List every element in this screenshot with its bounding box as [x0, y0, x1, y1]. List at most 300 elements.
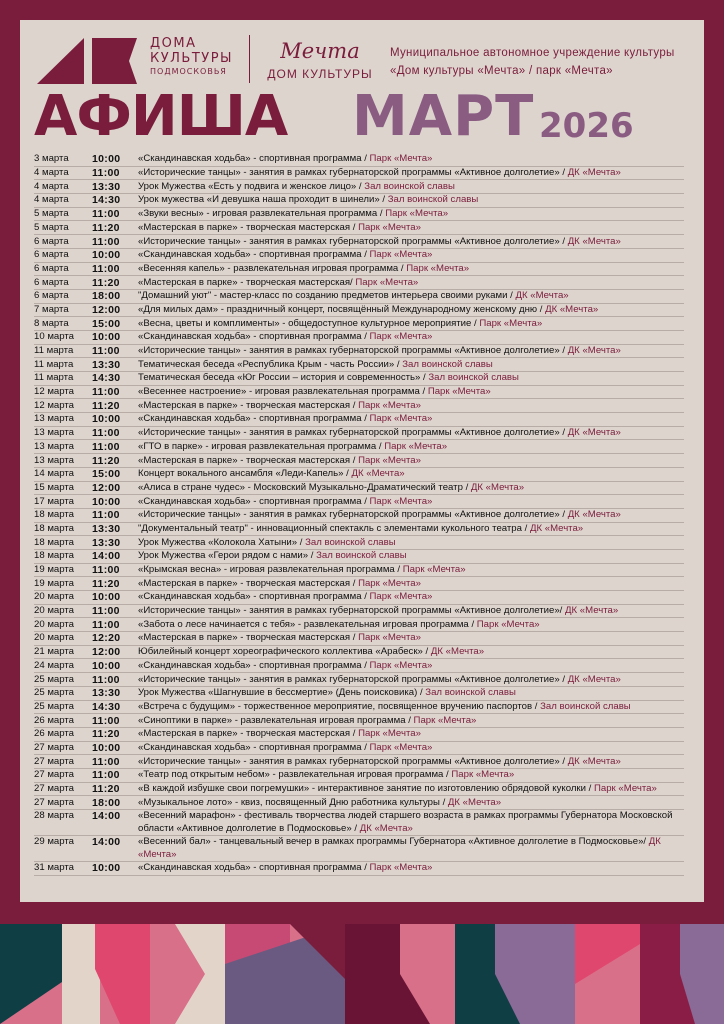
- event-venue: ДК «Мечта»: [138, 836, 661, 860]
- event-row: [34, 413, 684, 427]
- event-date: 14 марта: [34, 468, 75, 480]
- event-description: [138, 208, 684, 220]
- event-description: [138, 359, 684, 371]
- event-date: 7 марта: [34, 303, 69, 315]
- event-time: 13:30: [92, 536, 121, 549]
- event-date: 21 марта: [34, 646, 75, 658]
- event-title: «Встреча с будущим» - торжественное мероприятие, посвященное вручению паспортов /: [138, 700, 538, 712]
- poster-frame: [20, 20, 704, 902]
- event-row: [34, 769, 684, 783]
- event-description: [138, 441, 684, 453]
- event-row: [34, 509, 684, 523]
- event-row: [34, 591, 684, 605]
- event-time: 11:00: [92, 605, 120, 618]
- event-date: 13 марта: [34, 427, 75, 439]
- event-date: 28 марта: [34, 810, 75, 822]
- event-title: Урок Мужества «Герои рядом с нами» /: [138, 550, 314, 562]
- event-row: [34, 399, 684, 413]
- event-row: [34, 755, 684, 769]
- event-date: 12 марта: [34, 386, 75, 398]
- month-title: МАРТ: [352, 84, 535, 149]
- organization-name: [390, 44, 675, 80]
- event-description: [138, 701, 684, 713]
- event-title: «Для милых дам» - праздничный концерт, посвящённый Международному женскому дню /: [138, 303, 543, 315]
- event-title: «Мастерская в парке» - творческая мастерская /: [138, 454, 356, 466]
- event-title: Концерт вокального ансамбля «Леди-Капель» /: [138, 468, 349, 480]
- event-venue: Парк «Мечта»: [385, 208, 449, 220]
- event-title: «Театр под открытым небом» - развлекательная игровая программа /: [138, 769, 449, 781]
- event-time: 15:00: [92, 317, 121, 330]
- event-venue: Парк «Мечта»: [369, 413, 433, 425]
- event-time: 13:30: [92, 180, 121, 193]
- event-row: [34, 167, 684, 181]
- event-description: [138, 482, 684, 494]
- event-time: 11:00: [92, 440, 120, 453]
- event-title: «Исторические танцы» - занятия в рамках губернаторской программы «Активное долголетие» /: [138, 509, 566, 521]
- event-title: «Скандинавская ходьба» - спортивная программа /: [138, 659, 367, 671]
- event-description: [138, 591, 684, 603]
- event-venue: ДК «Мечта»: [359, 822, 413, 834]
- event-date: 18 марта: [34, 536, 75, 548]
- event-title: «Весна, цветы и комплименты» - общедоступное культурное мероприятие /: [138, 317, 477, 329]
- event-description: [138, 372, 684, 384]
- event-venue: Зал воинской славы: [316, 550, 407, 562]
- event-row: [34, 194, 684, 208]
- event-time: 12:00: [92, 646, 121, 659]
- event-description: [138, 578, 684, 590]
- event-date: 19 марта: [34, 564, 75, 576]
- event-title: «Скандинавская ходьба» - спортивная программа /: [138, 153, 367, 165]
- event-row: [34, 646, 684, 660]
- event-row: [34, 290, 684, 304]
- event-description: [138, 236, 684, 248]
- event-title: «Исторические танцы» - занятия в рамках губернаторской программы «Активное долголетие»/: [138, 605, 563, 617]
- event-date: 6 марта: [34, 290, 69, 302]
- event-date: 27 марта: [34, 755, 75, 767]
- event-row: [34, 153, 684, 167]
- event-title: Урок мужества «И девушка наша проходит в шинели» /: [138, 194, 386, 206]
- event-date: 10 марта: [34, 331, 75, 343]
- event-row: [34, 728, 684, 742]
- event-row: [34, 687, 684, 701]
- event-description: [138, 783, 684, 795]
- event-title: «Весенний марафон» - фестиваль творчества людей старшего возраста в рамках программы Губернатора Московской области «Активное долголетие в Подмосковье» /: [138, 810, 673, 834]
- event-description: [138, 413, 684, 425]
- event-venue: ДК «Мечта»: [447, 796, 502, 808]
- event-venue: Зал воинской славы: [425, 687, 516, 699]
- event-venue: Парк «Мечта»: [358, 577, 421, 589]
- event-row: [34, 714, 684, 728]
- event-title: Урок Мужества «Шагнувшие в бессмертие» (День поисковика) /: [138, 687, 423, 699]
- event-date: 24 марта: [34, 659, 75, 671]
- event-row: [34, 180, 684, 194]
- event-time: 11:00: [92, 167, 120, 180]
- event-row: [34, 468, 684, 482]
- event-venue: Зал воинской славы: [387, 194, 479, 206]
- event-date: 18 марта: [34, 550, 75, 562]
- event-title: «В каждой избушке свои погремушки» - интерактивное занятие по изготовлению обрядовой куколки /: [138, 783, 592, 795]
- event-description: [138, 455, 684, 467]
- event-venue: ДК «Мечта»: [351, 468, 405, 480]
- event-time: 10:00: [92, 153, 121, 166]
- event-venue: ДК «Мечта»: [430, 646, 485, 658]
- event-description: [138, 400, 684, 412]
- event-row: [34, 632, 684, 646]
- event-title: «Скандинавская ходьба» - спортивная программа /: [138, 249, 367, 261]
- event-venue: ДК «Мечта»: [567, 755, 621, 767]
- event-description: [138, 564, 684, 576]
- event-description: [138, 715, 684, 727]
- event-title: Юбилейный концерт хореографического коллектива «Арабеск» /: [138, 646, 429, 658]
- event-venue: Парк «Мечта»: [369, 862, 433, 874]
- event-date: 11 марта: [34, 372, 74, 384]
- event-time: 11:00: [92, 509, 120, 522]
- event-row: [34, 796, 684, 810]
- event-time: 10:00: [92, 331, 121, 344]
- event-venue: Парк «Мечта»: [476, 618, 540, 630]
- event-date: 11 марта: [34, 358, 74, 370]
- event-venue: Парк «Мечта»: [402, 564, 466, 576]
- event-row: [34, 862, 684, 876]
- event-row: [34, 331, 684, 345]
- event-date: 3 марта: [34, 153, 69, 165]
- event-title: «Забота о лесе начинается с тебя» - развлекательная игровая программа /: [138, 618, 475, 630]
- event-date: 27 марта: [34, 783, 75, 795]
- event-title: «Скандинавская ходьба» - спортивная программа /: [138, 741, 367, 753]
- event-venue: Зал воинской славы: [305, 536, 396, 548]
- event-date: 31 марта: [34, 862, 75, 874]
- event-row: [34, 836, 684, 862]
- year-title: 2026: [539, 106, 634, 146]
- event-venue: ДК «Мечта»: [567, 673, 621, 685]
- event-venue: Парк «Мечта»: [369, 495, 433, 507]
- event-time: 11:00: [92, 208, 120, 221]
- event-row: [34, 454, 684, 468]
- event-row: [34, 482, 684, 496]
- event-time: 10:00: [92, 413, 121, 426]
- event-date: 13 марта: [34, 440, 75, 452]
- brand-mechta: [260, 40, 380, 82]
- event-time: 11:00: [92, 673, 120, 686]
- event-title: «Скандинавская ходьба» - спортивная программа /: [138, 495, 367, 507]
- event-time: 10:00: [92, 249, 121, 262]
- event-description: [138, 194, 684, 206]
- event-description: [138, 632, 684, 644]
- event-description: [138, 537, 684, 549]
- event-time: 11:20: [92, 577, 120, 590]
- event-description: [138, 836, 684, 861]
- event-time: 11:00: [92, 386, 120, 399]
- brand-mechta-sub: ДОМ КУЛЬТУРЫ: [267, 67, 373, 81]
- event-title: «Мастерская в парке» - творческая мастерская /: [138, 632, 356, 644]
- event-row: [34, 523, 684, 537]
- event-title: «Исторические танцы» - занятия в рамках губернаторской программы «Активное долголетие» /: [138, 235, 566, 247]
- event-time: 11:00: [92, 618, 120, 631]
- event-description: [138, 674, 684, 686]
- event-title: «Музыкальное лото» - квиз, посвященный Дню работника культуры /: [138, 796, 446, 808]
- decorative-bottom-pattern: [0, 924, 724, 1024]
- event-description: [138, 509, 684, 521]
- event-title: «Мастерская в парке» - творческая мастерская /: [138, 577, 356, 589]
- event-description: [138, 386, 684, 398]
- event-description: [138, 523, 684, 535]
- event-description: [138, 550, 684, 562]
- event-venue: Парк «Мечта»: [427, 386, 491, 398]
- event-row: [34, 564, 684, 578]
- event-time: 12:00: [92, 481, 121, 494]
- org-line-2: «Дом культуры «Мечта» / парк «Мечта»: [390, 65, 613, 77]
- event-date: 27 марта: [34, 796, 75, 808]
- event-venue: Парк «Мечта»: [384, 440, 448, 452]
- event-date: 12 марта: [34, 399, 75, 411]
- event-time: 13:30: [92, 687, 121, 700]
- event-description: [138, 318, 684, 330]
- event-venue: ДК «Мечта»: [567, 509, 621, 521]
- event-time: 11:00: [92, 755, 120, 768]
- event-venue: Парк «Мечта»: [358, 632, 421, 644]
- event-title: «Исторические танцы» - занятия в рамках губернаторской программы «Активное долголетие» /: [138, 755, 566, 767]
- event-venue: Парк «Мечта»: [451, 769, 515, 781]
- event-row: [34, 495, 684, 509]
- event-description: [138, 263, 684, 275]
- event-row: [34, 810, 684, 836]
- event-description: [138, 810, 684, 835]
- event-venue: Парк «Мечта»: [406, 262, 470, 274]
- event-venue: ДК «Мечта»: [515, 290, 569, 302]
- event-description: [138, 496, 684, 508]
- event-row: [34, 673, 684, 687]
- event-title: «Мастерская в парке» - творческая мастерская /: [138, 399, 356, 411]
- event-title: "Домашний уют" - мастер-класс по созданию предметов интерьера своими руками /: [138, 290, 513, 302]
- event-row: [34, 536, 684, 550]
- event-description: [138, 181, 684, 193]
- event-title: «Мастерская в парке» - творческая мастерская /: [138, 728, 356, 740]
- event-time: 13:30: [92, 522, 121, 535]
- event-date: 27 марта: [34, 741, 75, 753]
- events-list: [34, 153, 684, 876]
- event-row: [34, 783, 684, 797]
- event-description: [138, 742, 684, 754]
- event-venue: Парк «Мечта»: [413, 714, 477, 726]
- event-description: [138, 769, 684, 781]
- event-time: 12:20: [92, 632, 121, 645]
- event-date: 4 марта: [34, 194, 69, 206]
- event-date: 25 марта: [34, 673, 75, 685]
- event-time: 14:00: [92, 810, 121, 823]
- event-description: [138, 331, 684, 343]
- event-venue: ДК «Мечта»: [565, 605, 619, 617]
- event-time: 12:00: [92, 303, 121, 316]
- event-venue: Зал воинской славы: [402, 358, 493, 370]
- event-row: [34, 550, 684, 564]
- event-time: 14:00: [92, 550, 121, 563]
- event-time: 10:00: [92, 591, 121, 604]
- event-row: [34, 276, 684, 290]
- event-title: Урок Мужества «Есть у подвига и женское лицо» /: [138, 180, 362, 192]
- event-title: Тематическая беседа «Республика Крым - часть России» /: [138, 358, 400, 370]
- event-description: [138, 427, 684, 439]
- brand-line-1: ДОМА: [150, 36, 197, 51]
- event-description: [138, 605, 684, 617]
- event-date: 4 марта: [34, 167, 69, 179]
- event-date: 13 марта: [34, 454, 75, 466]
- event-date: 6 марта: [34, 235, 69, 247]
- event-time: 14:00: [92, 836, 121, 849]
- event-venue: ДК «Мечта»: [470, 481, 525, 493]
- event-title: «Исторические танцы» - занятия в рамках губернаторской программы «Активное долголетие» /: [138, 167, 566, 179]
- event-venue: ДК «Мечта»: [567, 235, 621, 247]
- event-date: 20 марта: [34, 618, 75, 630]
- event-row: [34, 659, 684, 673]
- event-venue: ДК «Мечта»: [545, 303, 599, 315]
- event-title: «Скандинавская ходьба» - спортивная программа /: [138, 862, 367, 874]
- event-description: [138, 687, 684, 699]
- event-venue: Парк «Мечта»: [358, 728, 421, 740]
- event-date: 19 марта: [34, 577, 75, 589]
- event-description: [138, 249, 684, 261]
- event-date: 20 марта: [34, 632, 75, 644]
- event-venue: Зал воинской славы: [540, 700, 631, 712]
- event-row: [34, 345, 684, 359]
- event-title: «Исторические танцы» - занятия в рамках губернаторской программы «Активное долголетие» /: [138, 673, 566, 685]
- event-date: 26 марта: [34, 728, 75, 740]
- event-date: 6 марта: [34, 262, 69, 274]
- event-title: "Документальный театр" - инновационный спектакль с элементами кукольного театра /: [138, 522, 528, 534]
- event-venue: Зал воинской славы: [428, 372, 519, 384]
- event-title: «Весеннее настроение» - игровая развлекательная программа /: [138, 386, 426, 398]
- event-venue: Парк «Мечта»: [593, 783, 657, 795]
- event-row: [34, 577, 684, 591]
- event-time: 11:00: [92, 564, 120, 577]
- event-venue: Парк «Мечта»: [369, 249, 433, 261]
- event-row: [34, 701, 684, 715]
- event-row: [34, 427, 684, 441]
- event-time: 14:30: [92, 700, 121, 713]
- event-time: 10:00: [92, 862, 121, 875]
- event-time: 11:00: [92, 714, 120, 727]
- event-description: [138, 660, 684, 672]
- event-venue: Зал воинской славы: [364, 180, 455, 192]
- event-title: «Весенняя капель» - развлекательная игровая программа /: [138, 262, 404, 274]
- event-description: [138, 222, 684, 234]
- event-time: 11:00: [92, 235, 120, 248]
- event-title: «Алиса в стране чудес» - Московский Музыкально-Драматический театр /: [138, 481, 469, 493]
- event-venue: Парк «Мечта»: [358, 221, 421, 233]
- event-date: 20 марта: [34, 591, 75, 603]
- event-date: 18 марта: [34, 522, 75, 534]
- event-date: 27 марта: [34, 769, 75, 781]
- event-title: «ГТО в парке» - игровая развлекательная программа /: [138, 440, 382, 452]
- event-date: 6 марта: [34, 249, 69, 261]
- event-time: 11:00: [92, 262, 120, 275]
- event-row: [34, 249, 684, 263]
- event-date: 4 марта: [34, 180, 69, 192]
- dk-logo-icon: [37, 38, 139, 84]
- event-venue: Парк «Мечта»: [358, 399, 421, 411]
- brand-dk-podmoskovya: [150, 37, 250, 78]
- event-row: [34, 386, 684, 400]
- event-date: 17 марта: [34, 495, 75, 507]
- event-time: 11:20: [92, 454, 120, 467]
- event-title: «Крымская весна» - игровая развлекательная программа /: [138, 564, 401, 576]
- event-date: 25 марта: [34, 700, 75, 712]
- event-venue: Парк «Мечта»: [479, 317, 543, 329]
- event-description: [138, 862, 684, 874]
- event-row: [34, 263, 684, 277]
- event-venue: Парк «Мечта»: [369, 659, 433, 671]
- event-description: [138, 728, 684, 740]
- event-time: 14:30: [92, 194, 121, 207]
- event-date: 15 марта: [34, 481, 75, 493]
- event-title: «Весенний бал» - танцевальный вечер в рамках программы Губернатора «Активное долголетие в Подмосковье»/: [138, 836, 647, 848]
- event-row: [34, 304, 684, 318]
- event-venue: Парк «Мечта»: [355, 276, 419, 288]
- event-time: 11:20: [92, 399, 120, 412]
- event-title: «Скандинавская ходьба» - спортивная программа /: [138, 591, 367, 603]
- event-time: 11:20: [92, 276, 120, 289]
- event-title: «Исторические танцы» - занятия в рамках губернаторской программы «Активное долголетие» /: [138, 427, 566, 439]
- event-title: Тематическая беседа «Юг России – история и современность» /: [138, 372, 426, 384]
- event-date: 20 марта: [34, 605, 75, 617]
- event-date: 29 марта: [34, 836, 75, 848]
- event-title: «Мастерская в парке» - творческая мастерская /: [138, 221, 356, 233]
- event-venue: Парк «Мечта»: [369, 741, 433, 753]
- event-time: 11:20: [92, 728, 120, 741]
- event-description: [138, 345, 684, 357]
- event-time: 10:00: [92, 659, 121, 672]
- event-time: 11:00: [92, 769, 120, 782]
- event-time: 15:00: [92, 468, 121, 481]
- event-row: [34, 618, 684, 632]
- event-time: 18:00: [92, 796, 121, 809]
- event-venue: ДК «Мечта»: [567, 427, 621, 439]
- event-row: [34, 605, 684, 619]
- event-venue: Парк «Мечта»: [369, 153, 433, 165]
- event-date: 6 марта: [34, 276, 69, 288]
- event-title: «Скандинавская ходьба» - спортивная программа /: [138, 413, 367, 425]
- event-date: 26 марта: [34, 714, 75, 726]
- header-divider: [249, 35, 250, 83]
- event-venue: Парк «Мечта»: [369, 331, 433, 343]
- event-row: [34, 372, 684, 386]
- event-date: 5 марта: [34, 221, 69, 233]
- event-time: 11:00: [92, 427, 120, 440]
- event-description: [138, 619, 684, 631]
- event-venue: Парк «Мечта»: [358, 454, 421, 466]
- event-date: 18 марта: [34, 509, 75, 521]
- event-description: [138, 797, 684, 809]
- event-description: [138, 756, 684, 768]
- event-description: [138, 167, 684, 179]
- event-title: «Мастерская в парке» - творческая мастерская/: [138, 276, 353, 288]
- event-time: 11:00: [92, 345, 120, 358]
- event-date: 8 марта: [34, 317, 69, 329]
- event-description: [138, 646, 684, 658]
- event-row: [34, 208, 684, 222]
- event-time: 14:30: [92, 372, 121, 385]
- event-date: 13 марта: [34, 413, 75, 425]
- event-title: Урок Мужества «Колокола Хатыни» /: [138, 536, 303, 548]
- event-row: [34, 317, 684, 331]
- event-venue: Парк «Мечта»: [369, 591, 433, 603]
- event-date: 5 марта: [34, 208, 69, 220]
- event-description: [138, 153, 684, 165]
- event-time: 11:20: [92, 221, 120, 234]
- event-venue: ДК «Мечта»: [529, 522, 584, 534]
- event-date: 25 марта: [34, 687, 75, 699]
- event-description: [138, 304, 684, 316]
- event-description: [138, 468, 684, 480]
